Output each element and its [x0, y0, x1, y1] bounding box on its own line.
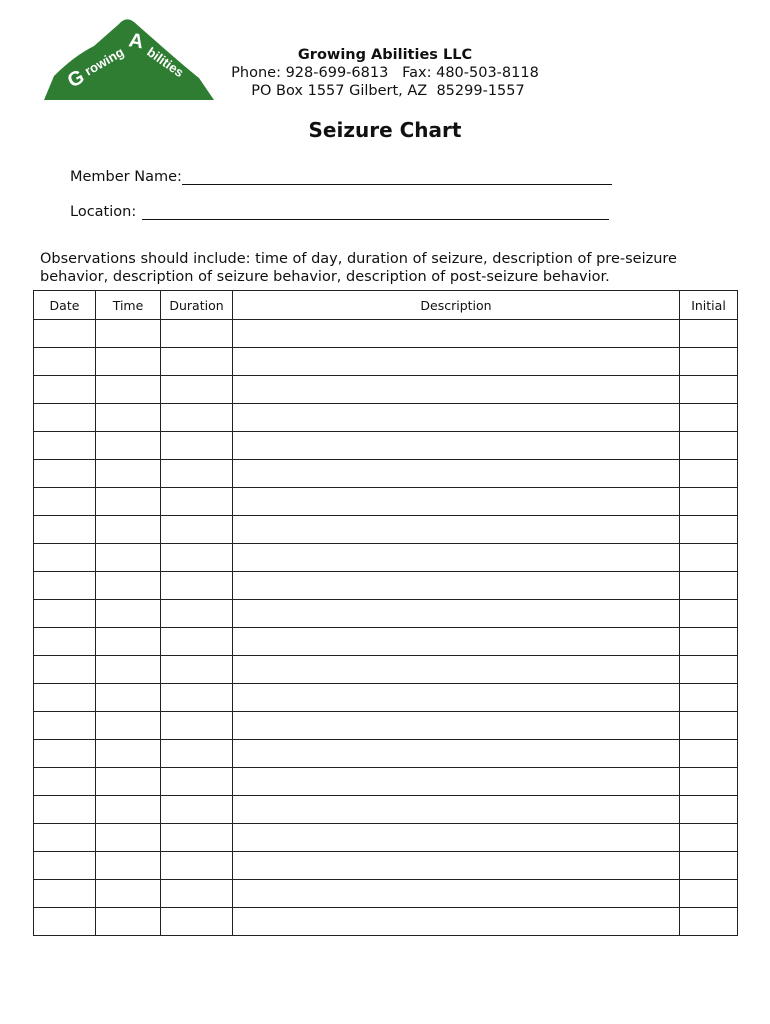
cell-duration[interactable]: [161, 404, 233, 432]
column-header-duration: Duration: [161, 291, 233, 320]
table-row: [34, 320, 738, 348]
cell-date[interactable]: [34, 348, 96, 376]
cell-initial[interactable]: [680, 348, 738, 376]
cell-description[interactable]: [233, 712, 680, 740]
cell-time[interactable]: [96, 432, 161, 460]
cell-time[interactable]: [96, 348, 161, 376]
cell-time[interactable]: [96, 740, 161, 768]
table-row: [34, 796, 738, 824]
cell-time[interactable]: [96, 320, 161, 348]
cell-initial[interactable]: [680, 824, 738, 852]
cell-initial[interactable]: [680, 712, 738, 740]
table-row: [34, 516, 738, 544]
cell-initial[interactable]: [680, 908, 738, 936]
cell-description[interactable]: [233, 544, 680, 572]
cell-time[interactable]: [96, 376, 161, 404]
cell-duration[interactable]: [161, 880, 233, 908]
cell-time[interactable]: [96, 824, 161, 852]
cell-time[interactable]: [96, 796, 161, 824]
svg-text:G: G: [64, 65, 89, 93]
company-phone-fax: Phone: 928-699-6813 Fax: 480-503-8118: [231, 65, 539, 81]
table-row: [34, 768, 738, 796]
table-row: [34, 488, 738, 516]
cell-initial[interactable]: [680, 656, 738, 684]
cell-date[interactable]: [34, 824, 96, 852]
cell-description[interactable]: [233, 684, 680, 712]
cell-initial[interactable]: [680, 628, 738, 656]
cell-date[interactable]: [34, 488, 96, 516]
cell-duration[interactable]: [161, 488, 233, 516]
cell-description[interactable]: [233, 796, 680, 824]
column-header-date: Date: [34, 291, 96, 320]
cell-time[interactable]: [96, 684, 161, 712]
cell-initial[interactable]: [680, 460, 738, 488]
cell-duration[interactable]: [161, 572, 233, 600]
cell-duration[interactable]: [161, 516, 233, 544]
cell-initial[interactable]: [680, 600, 738, 628]
cell-duration[interactable]: [161, 796, 233, 824]
cell-date[interactable]: [34, 712, 96, 740]
cell-description[interactable]: [233, 572, 680, 600]
cell-initial[interactable]: [680, 880, 738, 908]
cell-time[interactable]: [96, 656, 161, 684]
cell-initial[interactable]: [680, 572, 738, 600]
cell-duration[interactable]: [161, 768, 233, 796]
cell-duration[interactable]: [161, 908, 233, 936]
cell-time[interactable]: [96, 712, 161, 740]
cell-date[interactable]: [34, 516, 96, 544]
cell-date[interactable]: [34, 768, 96, 796]
cell-duration[interactable]: [161, 656, 233, 684]
cell-date[interactable]: [34, 908, 96, 936]
cell-time[interactable]: [96, 488, 161, 516]
cell-description[interactable]: [233, 824, 680, 852]
cell-description[interactable]: [233, 348, 680, 376]
cell-time[interactable]: [96, 628, 161, 656]
table-row: [34, 600, 738, 628]
cell-description[interactable]: [233, 516, 680, 544]
cell-initial[interactable]: [680, 796, 738, 824]
cell-date[interactable]: [34, 628, 96, 656]
cell-initial[interactable]: [680, 404, 738, 432]
cell-duration[interactable]: [161, 432, 233, 460]
member-name-label: Member Name:: [70, 169, 182, 185]
table-row: [34, 712, 738, 740]
cell-duration[interactable]: [161, 852, 233, 880]
table-row: [34, 460, 738, 488]
table-row: [34, 376, 738, 404]
cell-date[interactable]: [34, 572, 96, 600]
cell-date[interactable]: [34, 656, 96, 684]
cell-date[interactable]: [34, 600, 96, 628]
cell-description[interactable]: [233, 320, 680, 348]
cell-duration[interactable]: [161, 348, 233, 376]
cell-description[interactable]: [233, 488, 680, 516]
cell-date[interactable]: [34, 796, 96, 824]
seizure-chart-table: [33, 290, 738, 936]
cell-description[interactable]: [233, 404, 680, 432]
table-row: [34, 852, 738, 880]
cell-date[interactable]: [34, 432, 96, 460]
table-header-row: [34, 291, 738, 320]
location-field[interactable]: [70, 203, 609, 220]
table-row: [34, 656, 738, 684]
column-header-initial: Initial: [680, 291, 738, 320]
table-row: [34, 432, 738, 460]
table-body: [34, 320, 738, 936]
member-name-field[interactable]: [70, 168, 612, 185]
cell-date[interactable]: [34, 740, 96, 768]
page-title: Seizure Chart: [308, 118, 462, 142]
instructions-text: Observations should include: time of day, duration of seizure, description of pre-seizure behavior, description of seizure behavior, description of post-seizure behavior.: [40, 251, 677, 285]
cell-description[interactable]: [233, 460, 680, 488]
cell-initial[interactable]: [680, 432, 738, 460]
cell-duration[interactable]: [161, 712, 233, 740]
cell-initial[interactable]: [680, 768, 738, 796]
cell-initial[interactable]: [680, 516, 738, 544]
cell-initial[interactable]: [680, 544, 738, 572]
cell-duration[interactable]: [161, 684, 233, 712]
cell-duration[interactable]: [161, 320, 233, 348]
cell-time[interactable]: [96, 880, 161, 908]
cell-description[interactable]: [233, 656, 680, 684]
cell-date[interactable]: [34, 376, 96, 404]
cell-initial[interactable]: [680, 376, 738, 404]
svg-text:bilities: bilities: [144, 44, 187, 81]
cell-time[interactable]: [96, 460, 161, 488]
cell-date[interactable]: [34, 320, 96, 348]
cell-description[interactable]: [233, 432, 680, 460]
cell-duration[interactable]: [161, 600, 233, 628]
cell-duration[interactable]: [161, 544, 233, 572]
cell-date[interactable]: [34, 684, 96, 712]
cell-time[interactable]: [96, 768, 161, 796]
column-header-description: Description: [233, 291, 680, 320]
table-row: [34, 684, 738, 712]
cell-duration[interactable]: [161, 824, 233, 852]
cell-description[interactable]: [233, 768, 680, 796]
svg-text:A: A: [127, 29, 146, 54]
table-row: [34, 824, 738, 852]
table-row: [34, 544, 738, 572]
location-label: Location:: [70, 204, 137, 220]
cell-description[interactable]: [233, 908, 680, 936]
cell-time[interactable]: [96, 572, 161, 600]
cell-initial[interactable]: [680, 684, 738, 712]
table-row: [34, 880, 738, 908]
cell-initial[interactable]: [680, 740, 738, 768]
cell-time[interactable]: [96, 600, 161, 628]
table-row: [34, 348, 738, 376]
table-row: [34, 908, 738, 936]
cell-initial[interactable]: [680, 488, 738, 516]
column-header-time: Time: [96, 291, 161, 320]
company-address: PO Box 1557 Gilbert, AZ 85299-1557: [251, 83, 525, 99]
company-info: [200, 46, 570, 100]
cell-description[interactable]: [233, 852, 680, 880]
cell-date[interactable]: [34, 880, 96, 908]
cell-time[interactable]: [96, 516, 161, 544]
cell-time[interactable]: [96, 404, 161, 432]
growing-abilities-logo: [44, 16, 214, 100]
table-row: [34, 740, 738, 768]
cell-date[interactable]: [34, 852, 96, 880]
cell-date[interactable]: [34, 404, 96, 432]
cell-description[interactable]: [233, 880, 680, 908]
cell-duration[interactable]: [161, 740, 233, 768]
cell-description[interactable]: [233, 740, 680, 768]
member-name-line[interactable]: [182, 168, 612, 185]
cell-description[interactable]: [233, 600, 680, 628]
svg-text:rowing: rowing: [82, 44, 127, 79]
cell-initial[interactable]: [680, 320, 738, 348]
table-row: [34, 404, 738, 432]
cell-description[interactable]: [233, 628, 680, 656]
location-line[interactable]: [142, 203, 609, 220]
cell-date[interactable]: [34, 544, 96, 572]
cell-time[interactable]: [96, 544, 161, 572]
cell-duration[interactable]: [161, 628, 233, 656]
cell-date[interactable]: [34, 460, 96, 488]
cell-initial[interactable]: [680, 852, 738, 880]
cell-description[interactable]: [233, 376, 680, 404]
table-row: [34, 628, 738, 656]
table-row: [34, 572, 738, 600]
cell-time[interactable]: [96, 908, 161, 936]
cell-duration[interactable]: [161, 460, 233, 488]
cell-time[interactable]: [96, 852, 161, 880]
cell-duration[interactable]: [161, 376, 233, 404]
company-name: Growing Abilities LLC: [297, 47, 473, 63]
